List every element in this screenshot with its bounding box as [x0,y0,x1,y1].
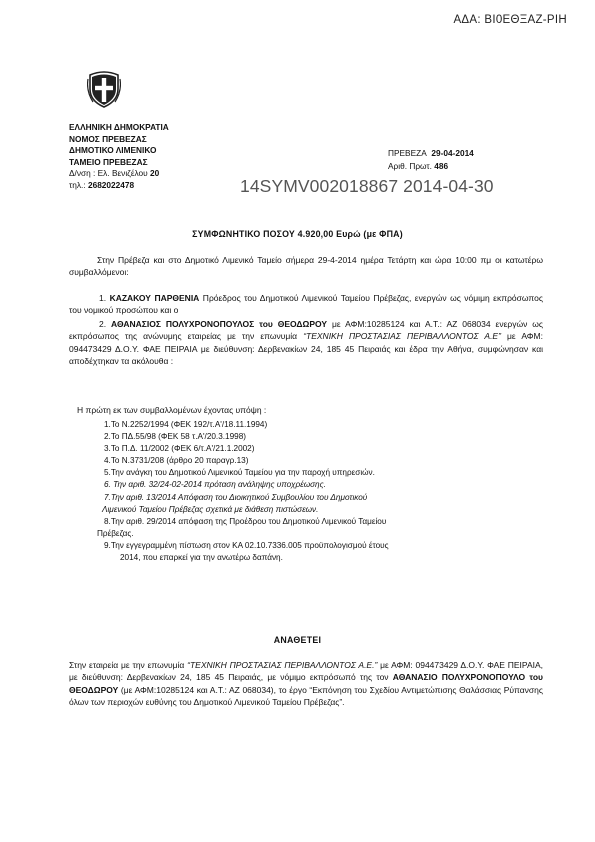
protocol-row [388,160,474,173]
document-title: ΣΥΜΦΩΝΗΤΙΚΟ ΠΟΣΟΥ 4.920,00 Ευρώ (με ΦΠΑ) [192,229,403,239]
issuer-header [69,122,169,192]
condition-item: 8.Την αριθ. 29/2014 απόφαση της Προέδρου του Δημοτικού Λιμενικού Ταμείου [104,516,387,526]
protocol-label: Αριθ. Πρωτ. [388,160,432,171]
condition-item: Λιμενικού Ταμείου Πρέβεζας σχετικά με διάθεση πιστώσεων. [102,504,319,514]
party-1-number: 1. [99,293,107,303]
intro-paragraph: Στην Πρέβεζα και στο Δημοτικό Λιμενικό Ταμείο σήμερα 29-4-2014 ημέρα Τετάρτη και ώρα 10:00 πμ οι κατωτέρω συμβαλλόμενοι: [69,255,543,278]
header-line-fund: ΤΑΜΕΙΟ ΠΡΕΒΕΖΑΣ [69,156,148,167]
assignment-text-c: (με ΑΦΜ:10285124 και Α.Τ.: ΑΖ 068034), το έργο “Εκπόνηση του Σχεδίου Αντιμετώπισης Θαλάσσιας Ρύπανσης όλων των περιοχών ευθύνης του Δημοτικού Λιμενικού Ταμείου Πρέβεζας”. [69,684,543,707]
phone-number: 2682022478 [87,179,135,190]
party-2-name: ΑΘΑΝΑΣΙΟΣ ΠΟΛΥΧΡΟΝΟΠΟΥΛΟΣ του ΘΕΟΔΩΡΟΥ [111,319,328,329]
party-2-text-a: με ΑΦΜ:10285124 και Α.Τ.: ΑΖ 068034 ενεργών ως εκπρόσωπος της ανώνυμης εταιρείας με την επωνυμία [69,319,543,342]
condition-item: 7.Την αριθ. 13/2014 Απόφαση του Διοικητικού Συμβουλίου του Δημοτικού [104,492,368,502]
party-2-number: 2. [99,319,107,329]
conditions-list [97,419,524,564]
condition-item: 4.Το Ν.3731/208 (άρθρο 20 παραγρ.13) [104,456,249,466]
date-protocol-block [388,147,474,172]
protocol-number: 486 [434,160,449,171]
condition-item: 5.Την ανάγκη του Δημοτικού Λιμενικού Ταμείου για την παροχή υπηρεσιών. [104,468,375,478]
phone-label: τηλ.: [69,179,86,190]
ada-code: ΑΔΑ: ΒΙ0ΕΘΞΑΖ-ΡΙΗ [453,14,567,26]
header-phone [69,180,169,192]
assignment-heading: ΑΝΑΘΕΤΕΙ [273,635,322,645]
place-date [388,147,474,160]
greek-coat-of-arms-icon [87,69,121,109]
registry-stamp: 14SYMV002018867 2014-04-30 [240,176,494,196]
address-label: Δ/νση : Ελ. Βενιζέλου [69,168,148,179]
party-1-name: ΚΑΖΑΚΟΥ ΠΑΡΘΕΝΙΑ [109,293,200,303]
document-date: 29-04-2014 [431,148,474,158]
party-2 [69,318,543,367]
party-2-text-b: με ΑΦΜ: 094473429 Δ.Ο.Υ. ΦΑΕ ΠΕΙΡΑΙΑ με διεύθυνση: Δερβενακίων 24, 185 45 Πειραιάς και έδρα την Αθήνα, συμφώνησαν και αποδέχτηκαν τα ακόλουθα : [69,331,543,366]
condition-item: Πρέβεζας. [97,528,134,538]
condition-item: 3.Το Π.Δ. 11/2002 (ΦΕΚ 6/τ.Α'/21.1.2002) [104,444,255,454]
assignment-representative: ΑΘΑΝΑΣΙΟ ΠΟΛΥΧΡΟΝΟΠΟΥΛΟ του ΘΕΟΔΩΡΟΥ [69,672,543,695]
condition-item: 9.Την εγγεγραμμένη πίστωση στον ΚΑ 02.10.7336.005 προϋπολογισμού έτους [104,540,389,550]
condition-item: 2.Το ΠΔ.55/98 (ΦΕΚ 58 τ.Α'/20.3.1998) [104,432,246,442]
conditions-heading: Η πρώτη εκ των συμβαλλομένων έχοντας υπόψη : [77,405,267,415]
condition-item: 6. Την αριθ. 32/24-02-2014 πρόταση ανάληψης υποχρέωσης. [104,480,326,490]
header-line-prefecture: ΝΟΜΟΣ ΠΡΕΒΕΖΑΣ [69,133,147,144]
party-2-company: “ΤΕΧΝΙΚΗ ΠΡΟΣΤΑΣΙΑΣ ΠΕΡΙΒΑΛΛΟΝΤΟΣ Α.Ε” [303,331,501,342]
header-line-country: ΕΛΛΗΝΙΚΗ ΔΗΜΟΚΡΑΤΙΑ [69,122,169,132]
place: ΠΡΕΒΕΖΑ [388,148,427,158]
header-line-authority: ΔΗΜΟΤΙΚΟ ΛΙΜΕΝΙΚΟ [69,145,157,156]
header-address [69,168,169,180]
assignment-company: “ΤΕΧΝΙΚΗ ΠΡΟΣΤΑΣΙΑΣ ΠΕΡΙΒΑΛΛΟΝΤΟΣ Α.Ε.” [187,660,378,670]
assignment-text-a: Στην εταιρεία με την επωνυμία [69,660,188,670]
condition-item: 2014, που επαρκεί για την ανωτέρω δαπάνη. [120,553,283,563]
party-1-text: Πρόεδρος του Δημοτικού Λιμενικού Ταμείου Πρέβεζας, ενεργών ως νόμιμη εκπρόσωπος του νομικού προσώπου και ο [69,293,543,316]
condition-item: 1.Το Ν.2252/1994 (ΦΕΚ 192/τ.Α'/18.11.1994) [104,420,268,429]
address-number: 20 [150,168,160,179]
party-1 [69,292,543,317]
assignment-text-b: με ΑΦΜ: 094473429 Δ.Ο.Υ. ΦΑΕ ΠΕΙΡΑΙΑ, με διεύθυνση: Δερβενακίων 24, 185 45 Πειραιάς, με νόμιμο εκπρόσωπό της τον [69,660,544,683]
assignment-paragraph [69,659,543,708]
